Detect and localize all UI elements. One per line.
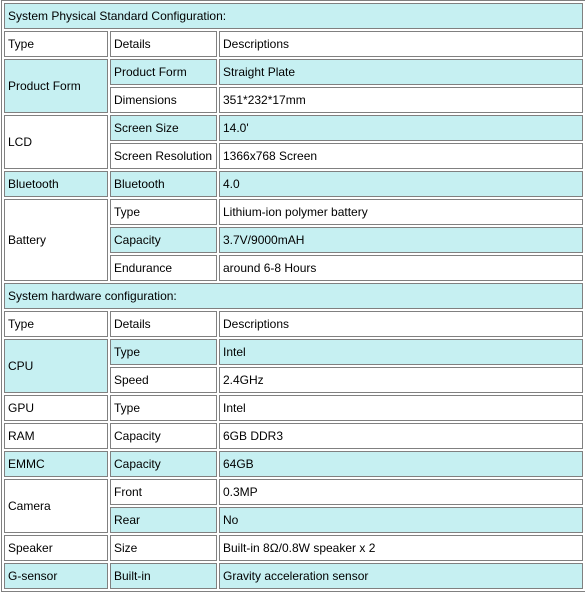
description-cell: 1366x768 Screen (219, 143, 583, 169)
type-cell: Bluetooth (4, 171, 108, 197)
detail-cell: Capacity (110, 451, 217, 477)
description-cell: 14.0' (219, 115, 583, 141)
detail-cell: Capacity (110, 227, 217, 253)
section-title: System hardware configuration: (4, 283, 583, 309)
detail-cell: Endurance (110, 255, 217, 281)
section-title-row (4, 283, 583, 309)
description-cell: Lithium-ion polymer battery (219, 199, 583, 225)
header-details: Details (110, 31, 217, 57)
table-row (4, 423, 583, 449)
description-cell: Built-in 8Ω/0.8W speaker x 2 (219, 535, 583, 561)
type-cell: G-sensor (4, 563, 108, 589)
detail-cell: Type (110, 199, 217, 225)
table-row (4, 451, 583, 477)
type-cell: Camera (4, 479, 108, 533)
table-row (4, 199, 583, 225)
detail-cell: Dimensions (110, 87, 217, 113)
detail-cell: Capacity (110, 423, 217, 449)
detail-cell: Screen Resolution (110, 143, 217, 169)
description-cell: 3.7V/9000mAH (219, 227, 583, 253)
description-cell: Intel (219, 339, 583, 365)
description-cell: No (219, 507, 583, 533)
description-cell: Straight Plate (219, 59, 583, 85)
section-title-row (4, 3, 583, 29)
table-row (4, 479, 583, 505)
header-type: Type (4, 311, 108, 337)
description-cell: 6GB DDR3 (219, 423, 583, 449)
detail-cell: Bluetooth (110, 171, 217, 197)
type-cell: Battery (4, 199, 108, 281)
type-cell: Speaker (4, 535, 108, 561)
detail-cell: Type (110, 395, 217, 421)
type-cell: GPU (4, 395, 108, 421)
description-cell: Intel (219, 395, 583, 421)
description-cell: 0.3MP (219, 479, 583, 505)
table-row (4, 171, 583, 197)
header-row (4, 31, 583, 57)
detail-cell: Product Form (110, 59, 217, 85)
header-descriptions: Descriptions (219, 311, 583, 337)
spec-table (1, 0, 585, 592)
description-cell: 4.0 (219, 171, 583, 197)
detail-cell: Speed (110, 367, 217, 393)
detail-cell: Front (110, 479, 217, 505)
type-cell: RAM (4, 423, 108, 449)
header-details: Details (110, 311, 217, 337)
type-cell: LCD (4, 115, 108, 169)
table-row (4, 115, 583, 141)
description-cell: 64GB (219, 451, 583, 477)
type-cell: EMMC (4, 451, 108, 477)
description-cell: 351*232*17mm (219, 87, 583, 113)
description-cell: 2.4GHz (219, 367, 583, 393)
header-descriptions: Descriptions (219, 31, 583, 57)
detail-cell: Built-in (110, 563, 217, 589)
table-row (4, 535, 583, 561)
type-cell: CPU (4, 339, 108, 393)
table-row (4, 339, 583, 365)
table-row (4, 395, 583, 421)
table-row (4, 59, 583, 85)
detail-cell: Rear (110, 507, 217, 533)
section-title: System Physical Standard Configuration: (4, 3, 583, 29)
description-cell: around 6-8 Hours (219, 255, 583, 281)
description-cell: Gravity acceleration sensor (219, 563, 583, 589)
table-row (4, 563, 583, 589)
header-type: Type (4, 31, 108, 57)
type-cell: Product Form (4, 59, 108, 113)
header-row (4, 311, 583, 337)
detail-cell: Type (110, 339, 217, 365)
spec-table-body (4, 3, 583, 589)
detail-cell: Screen Size (110, 115, 217, 141)
detail-cell: Size (110, 535, 217, 561)
